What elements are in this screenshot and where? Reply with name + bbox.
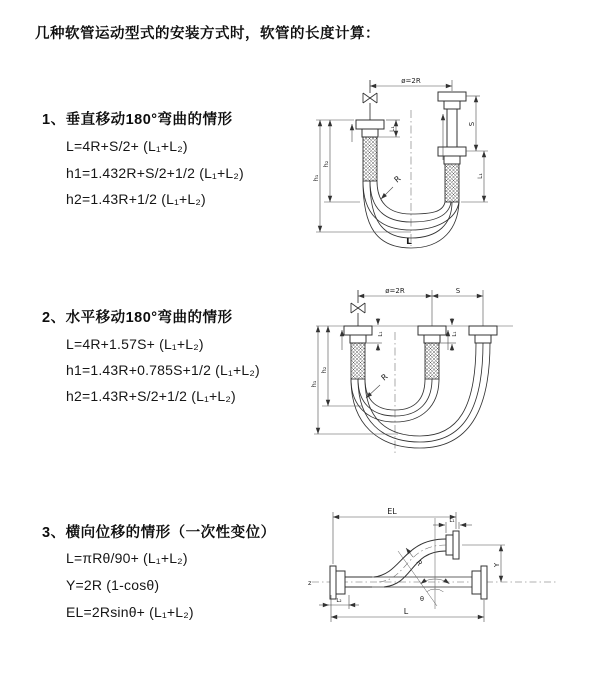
right-flange-lower	[438, 147, 466, 164]
section-3-formula-L: L=πRθ/90+ (L₁+L₂)	[66, 550, 188, 566]
dim-label-y: Y	[493, 562, 501, 568]
left-flange	[330, 566, 345, 599]
dim-label-l2: L₂	[336, 598, 342, 604]
section-3-heading: 3、横向位移的情形（一次性变位）	[42, 525, 276, 541]
diagram-vertical-180-bend	[310, 72, 595, 257]
dim-label-width: ø=2R	[385, 287, 405, 295]
dim-l2	[319, 595, 359, 609]
label-radius: R	[414, 559, 424, 568]
label-radius: R	[379, 372, 390, 383]
dim-label-l1: L₁	[449, 518, 455, 524]
section-1-formula-h2: h2=1.43R+1/2 (L₁+L₂)	[66, 191, 206, 207]
middle-flange	[418, 326, 446, 343]
radius-callout	[381, 174, 403, 199]
section-3-formula-Y: Y=2R (1-cosθ)	[66, 577, 160, 593]
dim-label-l1-mid: L₁	[452, 331, 458, 337]
label-length: L	[406, 237, 412, 247]
radius-callout	[406, 548, 424, 567]
left-flange	[356, 120, 384, 137]
dim-width	[370, 77, 452, 91]
section-2-formula-h2: h2=1.43R+S/2+1/2 (L₁+L₂)	[66, 388, 236, 404]
valve-icon	[351, 290, 365, 326]
dim-label-l1-left: L₁	[389, 126, 396, 132]
u-bend-hose	[351, 343, 490, 448]
section-2-formula-h1: h1=1.43R+0.785S+1/2 (L₁+L₂)	[66, 362, 260, 378]
left-braided-hose	[351, 343, 365, 379]
section-3-formula-EL: EL=2Rsinθ+ (L₁+L₂)	[66, 604, 194, 620]
dim-label-width: ø=2R	[401, 77, 421, 85]
label-radius: R	[392, 174, 403, 185]
section-1-formula-L: L=4R+S/2+ (L₁+L₂)	[66, 138, 188, 154]
middle-braided-hose	[425, 343, 439, 379]
dim-label-h2: h₂	[322, 160, 330, 168]
moved-flange	[469, 326, 497, 343]
section-2-formula-L: L=4R+1.57S+ (L₁+L₂)	[66, 336, 204, 352]
dim-l1-right	[461, 151, 488, 202]
angle-construction	[398, 518, 449, 609]
upper-flange	[446, 531, 459, 559]
dim-width	[358, 287, 432, 296]
dim-label-s: S	[468, 121, 476, 127]
dim-label-h1: h₁	[310, 380, 318, 388]
diagram-horizontal-180-bend	[308, 282, 600, 465]
dim-label-el: EL	[387, 507, 397, 516]
dim-s	[432, 287, 483, 296]
centerline-z-mark: z	[308, 579, 312, 587]
dim-l	[331, 595, 484, 622]
dim-label-l1-right: L₁	[477, 173, 484, 179]
page-title: 几种软管运动型式的安装方式时，软管的长度计算：	[35, 26, 380, 42]
section-2-heading: 2、水平移动180°弯曲的情形	[42, 310, 233, 326]
dim-el	[333, 507, 456, 564]
right-flange-upper	[438, 92, 466, 109]
dim-s	[466, 96, 488, 151]
radius-callout	[366, 372, 390, 398]
section-1-formula-h1: h1=1.432R+S/2+1/2 (L₁+L₂)	[66, 165, 244, 181]
right-flange	[472, 566, 487, 599]
left-braided-hose	[363, 137, 377, 181]
dim-label-h2: h₂	[320, 366, 328, 374]
dim-label-l: L	[403, 607, 409, 616]
left-flange	[344, 326, 372, 343]
dim-label-s: S	[455, 287, 461, 295]
dim-label-h1: h₁	[312, 174, 320, 182]
section-1-heading: 1、垂直移动180°弯曲的情形	[42, 112, 233, 128]
label-theta: θ	[420, 595, 424, 603]
dim-label-l1-left: L₁	[378, 331, 384, 337]
right-braided-hose	[445, 164, 459, 202]
diagram-lateral-displacement	[300, 505, 600, 650]
